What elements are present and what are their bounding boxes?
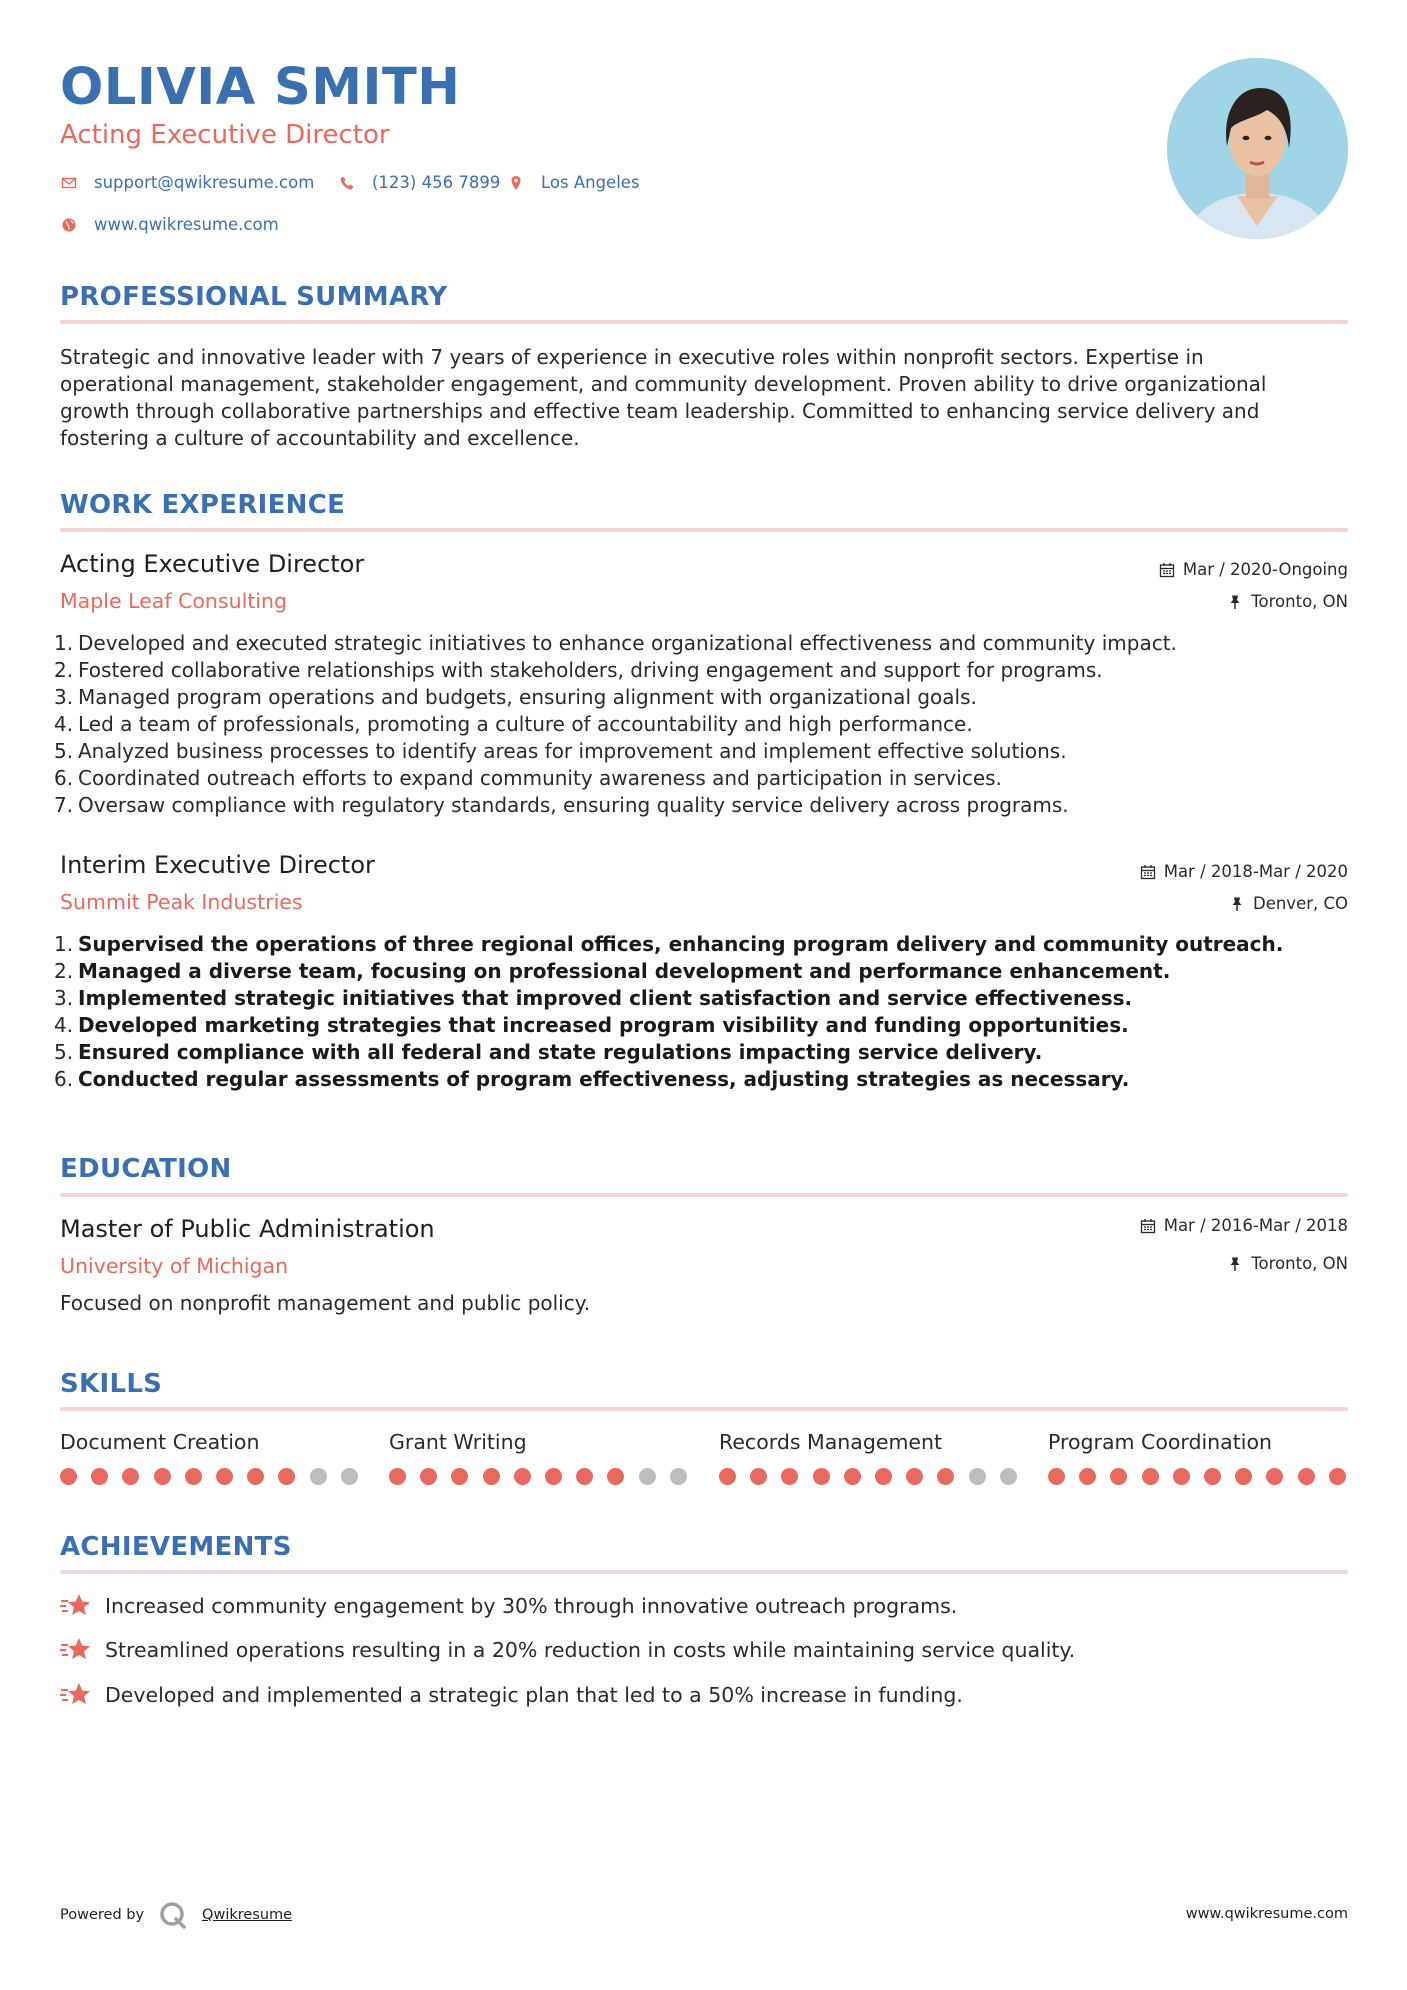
skill-rating bbox=[719, 1468, 1031, 1485]
rating-dot-filled bbox=[1329, 1468, 1346, 1485]
envelope-icon bbox=[60, 174, 78, 192]
rating-dot-filled bbox=[1266, 1468, 1283, 1485]
footer-website[interactable]: www.qwikresume.com bbox=[1185, 1906, 1348, 1922]
list-item bbox=[54, 738, 1354, 765]
skill-name: Program Coordination bbox=[1048, 1430, 1273, 1454]
bullet-number: 2. bbox=[54, 959, 74, 983]
rating-dot-filled bbox=[1048, 1468, 1065, 1485]
contact-email[interactable] bbox=[60, 173, 314, 192]
rating-dot-filled bbox=[545, 1468, 562, 1485]
bullet-text: Coordinated outreach efforts to expand community awareness and participation in services. bbox=[78, 766, 1002, 790]
star-icon bbox=[60, 1592, 92, 1620]
location-text: Toronto, ON bbox=[1251, 1254, 1348, 1273]
bullet-text: Led a team of professionals, promoting a culture of accountability and high performance. bbox=[78, 712, 973, 736]
skill-name: Document Creation bbox=[60, 1430, 260, 1454]
skill-item bbox=[1048, 1430, 1348, 1454]
rating-dot-filled bbox=[781, 1468, 798, 1485]
rating-dot-filled bbox=[937, 1468, 954, 1485]
list-item bbox=[54, 1012, 1354, 1039]
rating-dot-filled bbox=[91, 1468, 108, 1485]
rating-dot-empty bbox=[969, 1468, 986, 1485]
rating-dot-filled bbox=[1142, 1468, 1159, 1485]
skills-heading: SKILLS bbox=[60, 1369, 163, 1399]
location-text: Toronto, ON bbox=[1251, 592, 1348, 611]
section-divider bbox=[60, 528, 1348, 532]
degree-title: Master of Public Administration bbox=[60, 1215, 435, 1243]
rating-dot-filled bbox=[154, 1468, 171, 1485]
section-divider bbox=[60, 1193, 1348, 1197]
pushpin-icon bbox=[1227, 1256, 1243, 1272]
rating-dot-empty bbox=[639, 1468, 656, 1485]
bullet-text: Fostered collaborative relationships with stakeholders, driving engagement and support for programs. bbox=[78, 658, 1103, 682]
rating-dot-filled bbox=[451, 1468, 468, 1485]
achievement-text: Streamlined operations resulting in a 20% reduction in costs while maintaining service quality. bbox=[105, 1638, 1076, 1662]
experience-heading: WORK EXPERIENCE bbox=[60, 490, 346, 520]
job-location bbox=[1229, 894, 1348, 913]
rating-dot-filled bbox=[247, 1468, 264, 1485]
website-text[interactable]: www.qwikresume.com bbox=[94, 215, 279, 234]
list-item bbox=[54, 657, 1354, 684]
summary-line: fostering a culture of accountability and excellence. bbox=[60, 426, 580, 450]
rating-dot-filled bbox=[1298, 1468, 1315, 1485]
summary-heading: PROFESSIONAL SUMMARY bbox=[60, 282, 448, 312]
job-title: Acting Executive Director bbox=[60, 550, 365, 578]
achievement-text: Increased community engagement by 30% through innovative outreach programs. bbox=[105, 1594, 958, 1618]
skill-item bbox=[60, 1430, 360, 1454]
job-title: Interim Executive Director bbox=[60, 851, 375, 879]
education-heading: EDUCATION bbox=[60, 1154, 232, 1184]
rating-dot-filled bbox=[576, 1468, 593, 1485]
bullet-text: Developed marketing strategies that increased program visibility and funding opportunities. bbox=[78, 1013, 1129, 1037]
phone-icon bbox=[338, 174, 356, 192]
rating-dot-filled bbox=[844, 1468, 861, 1485]
bullet-number: 2. bbox=[54, 658, 74, 682]
list-item bbox=[54, 931, 1354, 958]
achievement-item bbox=[60, 1681, 963, 1709]
rating-dot-filled bbox=[875, 1468, 892, 1485]
profile-photo bbox=[1167, 58, 1348, 239]
bullet-text: Conducted regular assessments of program effectiveness, adjusting strategies as necessary. bbox=[78, 1067, 1130, 1091]
rating-dot-filled bbox=[60, 1468, 77, 1485]
rating-dot-filled bbox=[813, 1468, 830, 1485]
bullet-text: Analyzed business processes to identify areas for improvement and implement effective solutions. bbox=[78, 739, 1067, 763]
achievement-text: Developed and implemented a strategic plan that led to a 50% increase in funding. bbox=[105, 1683, 963, 1707]
education-location bbox=[1227, 1254, 1348, 1273]
list-item bbox=[54, 792, 1354, 819]
bullet-text: Ensured compliance with all federal and state regulations impacting service delivery. bbox=[78, 1040, 1043, 1064]
rating-dot-empty bbox=[1000, 1468, 1017, 1485]
education-description: Focused on nonprofit management and public policy. bbox=[60, 1291, 591, 1315]
job-bullets bbox=[54, 630, 1354, 819]
bullet-text: Managed a diverse team, focusing on professional development and performance enhancement. bbox=[78, 959, 1171, 983]
contact-location bbox=[507, 173, 640, 192]
summary-line: Strategic and innovative leader with 7 years of experience in executive roles within nonprofit sectors. Expertise in bbox=[60, 345, 1204, 369]
skill-rating bbox=[60, 1468, 372, 1485]
candidate-title: Acting Executive Director bbox=[60, 120, 390, 150]
list-item bbox=[54, 684, 1354, 711]
rating-dot-filled bbox=[420, 1468, 437, 1485]
bullet-number: 6. bbox=[54, 1067, 74, 1091]
bullet-number: 7. bbox=[54, 793, 74, 817]
rating-dot-empty bbox=[670, 1468, 687, 1485]
list-item bbox=[54, 765, 1354, 792]
list-item bbox=[54, 630, 1354, 657]
dates-text: Mar / 2020-Ongoing bbox=[1182, 560, 1348, 579]
section-divider bbox=[60, 320, 1348, 324]
globe-icon bbox=[60, 216, 78, 234]
bullet-number: 5. bbox=[54, 1040, 74, 1064]
bullet-number: 4. bbox=[54, 1013, 74, 1037]
job-dates bbox=[1140, 862, 1348, 881]
star-icon bbox=[60, 1681, 92, 1709]
job-dates bbox=[1159, 560, 1348, 579]
rating-dot-filled bbox=[1204, 1468, 1221, 1485]
calendar-icon bbox=[1140, 1218, 1156, 1234]
rating-dot-filled bbox=[906, 1468, 923, 1485]
email-text[interactable]: support@qwikresume.com bbox=[94, 173, 315, 192]
company-name: Summit Peak Industries bbox=[60, 890, 303, 914]
rating-dot-filled bbox=[607, 1468, 624, 1485]
rating-dot-filled bbox=[514, 1468, 531, 1485]
list-item bbox=[54, 985, 1354, 1012]
star-icon bbox=[60, 1636, 92, 1664]
skill-rating bbox=[389, 1468, 701, 1485]
skill-rating bbox=[1048, 1468, 1360, 1485]
rating-dot-filled bbox=[389, 1468, 406, 1485]
contact-website[interactable] bbox=[60, 215, 279, 234]
rating-dot-filled bbox=[216, 1468, 233, 1485]
skill-name: Records Management bbox=[719, 1430, 943, 1454]
rating-dot-filled bbox=[185, 1468, 202, 1485]
footer-powered-by bbox=[60, 1900, 292, 1930]
pushpin-icon bbox=[1227, 594, 1243, 610]
rating-dot-filled bbox=[278, 1468, 295, 1485]
dates-text: Mar / 2016-Mar / 2018 bbox=[1163, 1216, 1348, 1235]
education-dates bbox=[1140, 1216, 1348, 1235]
bullet-number: 1. bbox=[54, 932, 74, 956]
bullet-text: Managed program operations and budgets, ensuring alignment with organizational goals. bbox=[78, 685, 977, 709]
skill-name: Grant Writing bbox=[389, 1430, 527, 1454]
rating-dot-filled bbox=[1235, 1468, 1252, 1485]
school-name: University of Michigan bbox=[60, 1254, 289, 1278]
skill-item bbox=[389, 1430, 689, 1454]
summary-line: operational management, stakeholder engagement, and community development. Proven ability to drive organizational bbox=[60, 372, 1267, 396]
job-bullets bbox=[54, 931, 1354, 1093]
rating-dot-filled bbox=[1079, 1468, 1096, 1485]
bullet-number: 1. bbox=[54, 631, 74, 655]
location-text: Los Angeles bbox=[541, 173, 640, 192]
rating-dot-empty bbox=[310, 1468, 327, 1485]
job-location bbox=[1227, 592, 1348, 611]
calendar-icon bbox=[1140, 864, 1156, 880]
bullet-text: Supervised the operations of three regional offices, enhancing program delivery and community outreach. bbox=[78, 932, 1284, 956]
rating-dot-filled bbox=[750, 1468, 767, 1485]
summary-text bbox=[60, 344, 1350, 452]
pushpin-icon bbox=[1229, 896, 1245, 912]
bullet-text: Implemented strategic initiatives that improved client satisfaction and service effectiveness. bbox=[78, 986, 1133, 1010]
skill-item bbox=[719, 1430, 1019, 1454]
achievement-item bbox=[60, 1636, 1075, 1664]
list-item bbox=[54, 958, 1354, 985]
qwikresume-logo-icon bbox=[158, 1900, 188, 1930]
company-name: Maple Leaf Consulting bbox=[60, 589, 288, 613]
list-item bbox=[54, 1066, 1354, 1093]
bullet-number: 6. bbox=[54, 766, 74, 790]
rating-dot-filled bbox=[1110, 1468, 1127, 1485]
calendar-icon bbox=[1159, 562, 1175, 578]
bullet-number: 4. bbox=[54, 712, 74, 736]
achievements-heading: ACHIEVEMENTS bbox=[60, 1532, 292, 1562]
list-item bbox=[54, 711, 1354, 738]
section-divider bbox=[60, 1407, 1348, 1411]
achievement-item bbox=[60, 1592, 957, 1620]
rating-dot-filled bbox=[1173, 1468, 1190, 1485]
map-pin-icon bbox=[507, 174, 525, 192]
bullet-number: 3. bbox=[54, 986, 74, 1010]
rating-dot-empty bbox=[341, 1468, 358, 1485]
dates-text: Mar / 2018-Mar / 2020 bbox=[1163, 862, 1348, 881]
phone-text[interactable]: (123) 456 7899 bbox=[372, 173, 501, 192]
powered-by-label: Powered by bbox=[60, 1907, 145, 1923]
bullet-number: 3. bbox=[54, 685, 74, 709]
bullet-text: Developed and executed strategic initiatives to enhance organizational effectiveness and community impact. bbox=[78, 631, 1177, 655]
bullet-text: Oversaw compliance with regulatory standards, ensuring quality service delivery across programs. bbox=[78, 793, 1069, 817]
location-text: Denver, CO bbox=[1252, 894, 1348, 913]
list-item bbox=[54, 1039, 1354, 1066]
section-divider bbox=[60, 1570, 1348, 1574]
brand-link[interactable]: Qwikresume bbox=[202, 1907, 293, 1923]
rating-dot-filled bbox=[122, 1468, 139, 1485]
rating-dot-filled bbox=[719, 1468, 736, 1485]
rating-dot-filled bbox=[483, 1468, 500, 1485]
candidate-name: OLIVIA SMITH bbox=[60, 58, 461, 117]
contact-phone[interactable] bbox=[338, 173, 500, 192]
summary-line: growth through collaborative partnerships and effective team leadership. Committed to enhancing service delivery and bbox=[60, 399, 1260, 423]
bullet-number: 5. bbox=[54, 739, 74, 763]
